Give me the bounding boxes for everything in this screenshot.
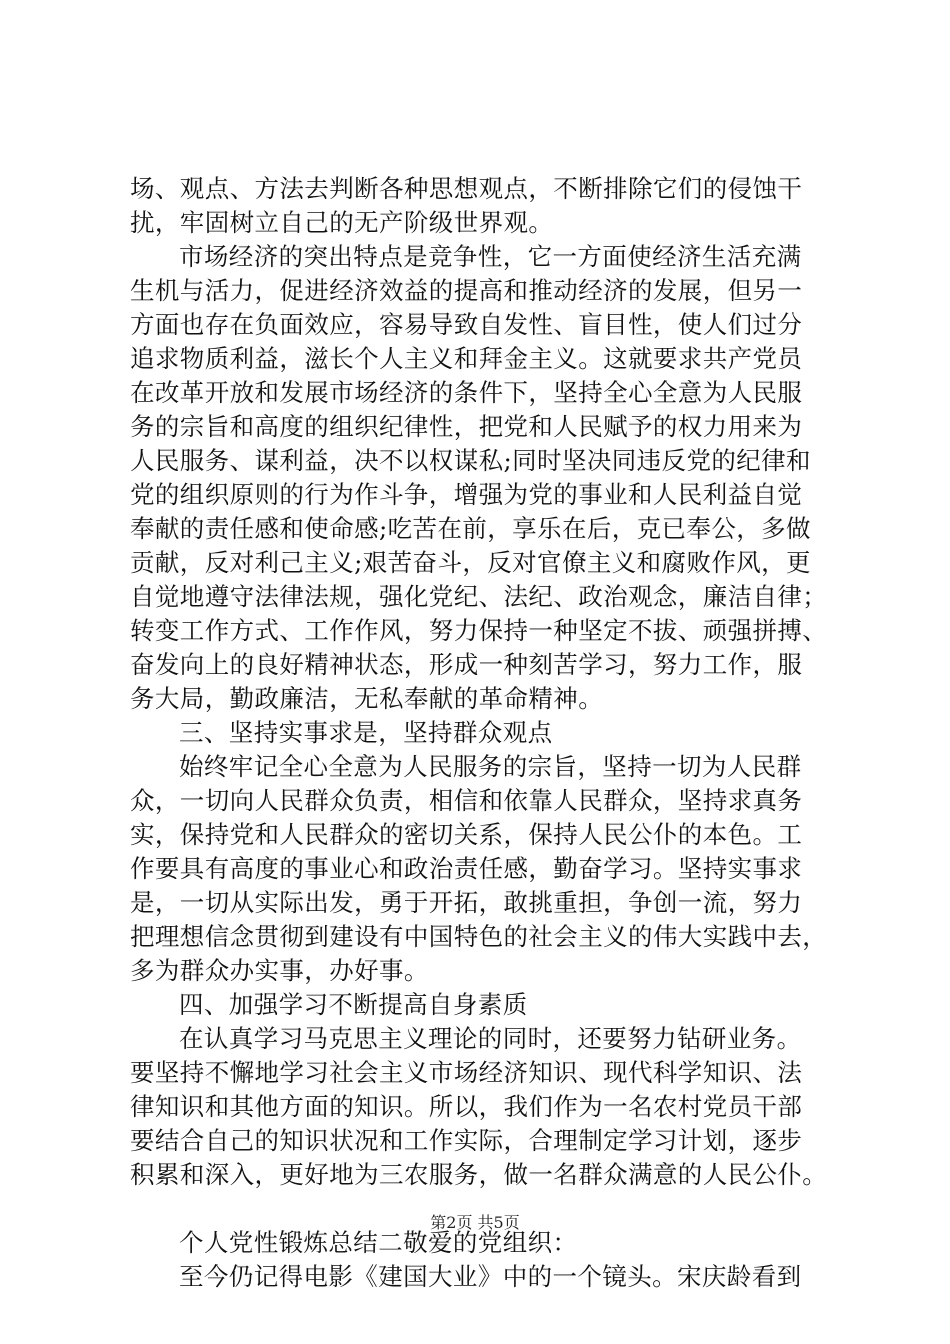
text-line: 始终牢记全心全意为人民服务的宗旨，坚持一切为人民群 xyxy=(179,752,802,781)
text-line: 众，一切向人民群众负责，相信和依靠人民群众，坚持求真务 xyxy=(130,786,803,815)
text-line: 扰，牢固树立自己的无产阶级世界观。 xyxy=(130,208,554,237)
text-line: 三、坚持实事求是，坚持群众观点 xyxy=(179,718,553,747)
text-line: 作要具有高度的事业心和政治责任感，勤奋学习。坚持实事求 xyxy=(130,854,803,883)
text-line: 律知识和其他方面的知识。所以，我们作为一名农村党员干部 xyxy=(130,1092,803,1121)
text-line: 多为群众办实事，办好事。 xyxy=(130,956,429,985)
text-line: 在认真学习马克思主义理论的同时，还要努力钻研业务。 xyxy=(179,1024,802,1053)
text-line: 市场经济的突出特点是竞争性，它一方面使经济生活充满 xyxy=(179,242,802,271)
text-line: 在改革开放和发展市场经济的条件下，坚持全心全意为人民服 xyxy=(130,378,803,407)
text-line: 奉献的责任感和使命感;吃苦在前，享乐在后，克已奉公，多做 xyxy=(130,514,811,543)
text-line: 党的组织原则的行为作斗争，增强为党的事业和人民利益自觉 xyxy=(130,480,803,509)
text-line: 四、加强学习不断提高自身素质 xyxy=(179,990,528,1019)
document-body xyxy=(130,172,830,1294)
text-line: 要坚持不懈地学习社会主义市场经济知识、现代科学知识、法 xyxy=(130,1058,803,1087)
text-line: 积累和深入，更好地为三农服务，做一名群众满意的人民公仆。 xyxy=(130,1160,828,1189)
text-line: 个人党性锻炼总结二敬爱的党组织： xyxy=(179,1228,578,1257)
text-line: 追求物质利益，滋长个人主义和拜金主义。这就要求共产党员 xyxy=(130,344,803,373)
text-line: 自觉地遵守法律法规，强化党纪、法纪、政治观念，廉洁自律； xyxy=(130,582,828,611)
text-line: 人民服务、谋利益，决不以权谋私;同时坚决同违反党的纪律和 xyxy=(130,446,811,475)
text-line: 方面也存在负面效应，容易导致自发性、盲目性，使人们过分 xyxy=(130,310,803,339)
text-line: 奋发向上的良好精神状态，形成一种刻苦学习，努力工作，服 xyxy=(130,650,803,679)
text-line: 务的宗旨和高度的组织纪律性，把党和人民赋予的权力用来为 xyxy=(130,412,803,441)
text-line: 把理想信念贯彻到建设有中国特色的社会主义的伟大实践中去， xyxy=(130,922,828,951)
text-line: 贡献，反对利己主义;艰苦奋斗，反对官僚主义和腐败作风，更 xyxy=(130,548,811,577)
text-line: 要结合自己的知识状况和工作实际，合理制定学习计划，逐步 xyxy=(130,1126,803,1155)
text-line: 务大局，勤政廉洁，无私奉献的革命精神。 xyxy=(130,684,604,713)
text-line: 转变工作方式、工作作风，努力保持一种坚定不拔、顽强拼搏、 xyxy=(130,616,828,645)
text-line: 场、观点、方法去判断各种思想观点，不断排除它们的侵蚀干 xyxy=(130,174,803,203)
text-line: 至今仍记得电影《建国大业》中的一个镜头。宋庆龄看到 xyxy=(179,1262,802,1291)
page-footer: 第2页 共5页 xyxy=(430,1213,520,1232)
text-line: 是，一切从实际出发，勇于开拓，敢挑重担，争创一流，努力 xyxy=(130,888,803,917)
text-line: 实，保持党和人民群众的密切关系，保持人民公仆的本色。工 xyxy=(130,820,803,849)
text-line: 生机与活力，促进经济效益的提高和推动经济的发展，但另一 xyxy=(130,276,803,305)
